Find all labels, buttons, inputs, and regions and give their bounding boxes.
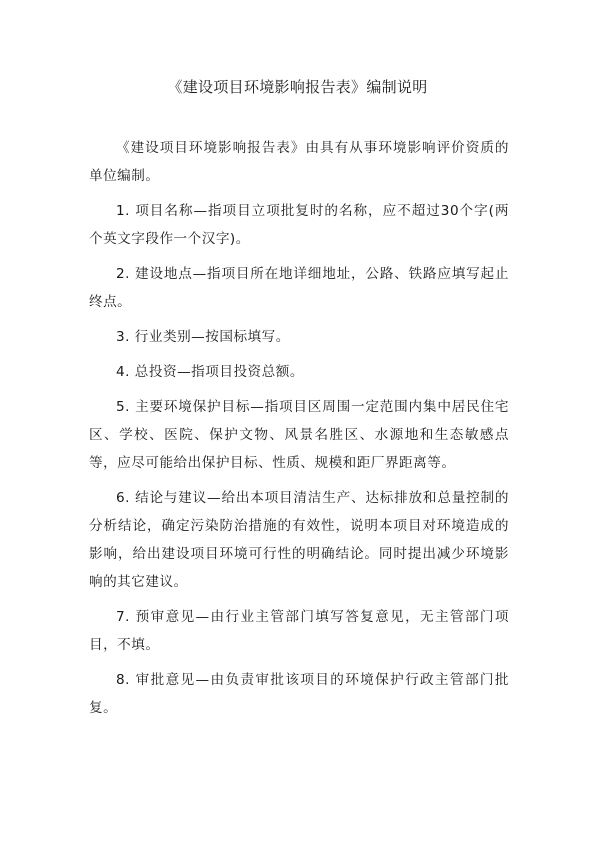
item-project-name: 1. 项目名称—指项目立项批复时的名称，应不超过30个字(两个英文字段作一个汉字)。 <box>89 203 509 247</box>
document-title: 《建设项目环境影响报告表》编制说明 <box>167 78 428 96</box>
item-approval-opinion: 8. 审批意见—由负责审批该项目的环境保护行政主管部门批复。 <box>89 672 509 716</box>
item-construction-site: 2. 建设地点—指项目所在地详细地址，公路、铁路应填写起止终点。 <box>89 266 509 310</box>
item-conclusion-suggestions: 6. 结论与建议—给出本项目清洁生产、达标排放和总量控制的分析结论，确定污染防治措施的有效性，说明本项目对环境造成的影响，给出建设项目环境可行性的明确结论。同时提出减少环境影响的其它建议。 <box>89 490 509 590</box>
document-body <box>89 134 509 722</box>
item-industry-category: 3. 行业类别—按国标填写。 <box>116 329 290 345</box>
item-total-investment: 4. 总投资—指项目投资总额。 <box>116 364 304 380</box>
intro-paragraph: 《建设项目环境影响报告表》由具有从事环境影响评价资质的单位编制。 <box>89 140 509 184</box>
item-preliminary-review: 7. 预审意见—由行业主管部门填写答复意见，无主管部门项目，不填。 <box>89 609 509 653</box>
item-protection-targets: 5. 主要环境保护目标—指项目区周围一定范围内集中居民住宅区、学校、医院、保护文物、风景名胜区、水源地和生态敏感点等，应尽可能给出保护目标、性质、规模和距厂界距离等。 <box>89 399 509 471</box>
